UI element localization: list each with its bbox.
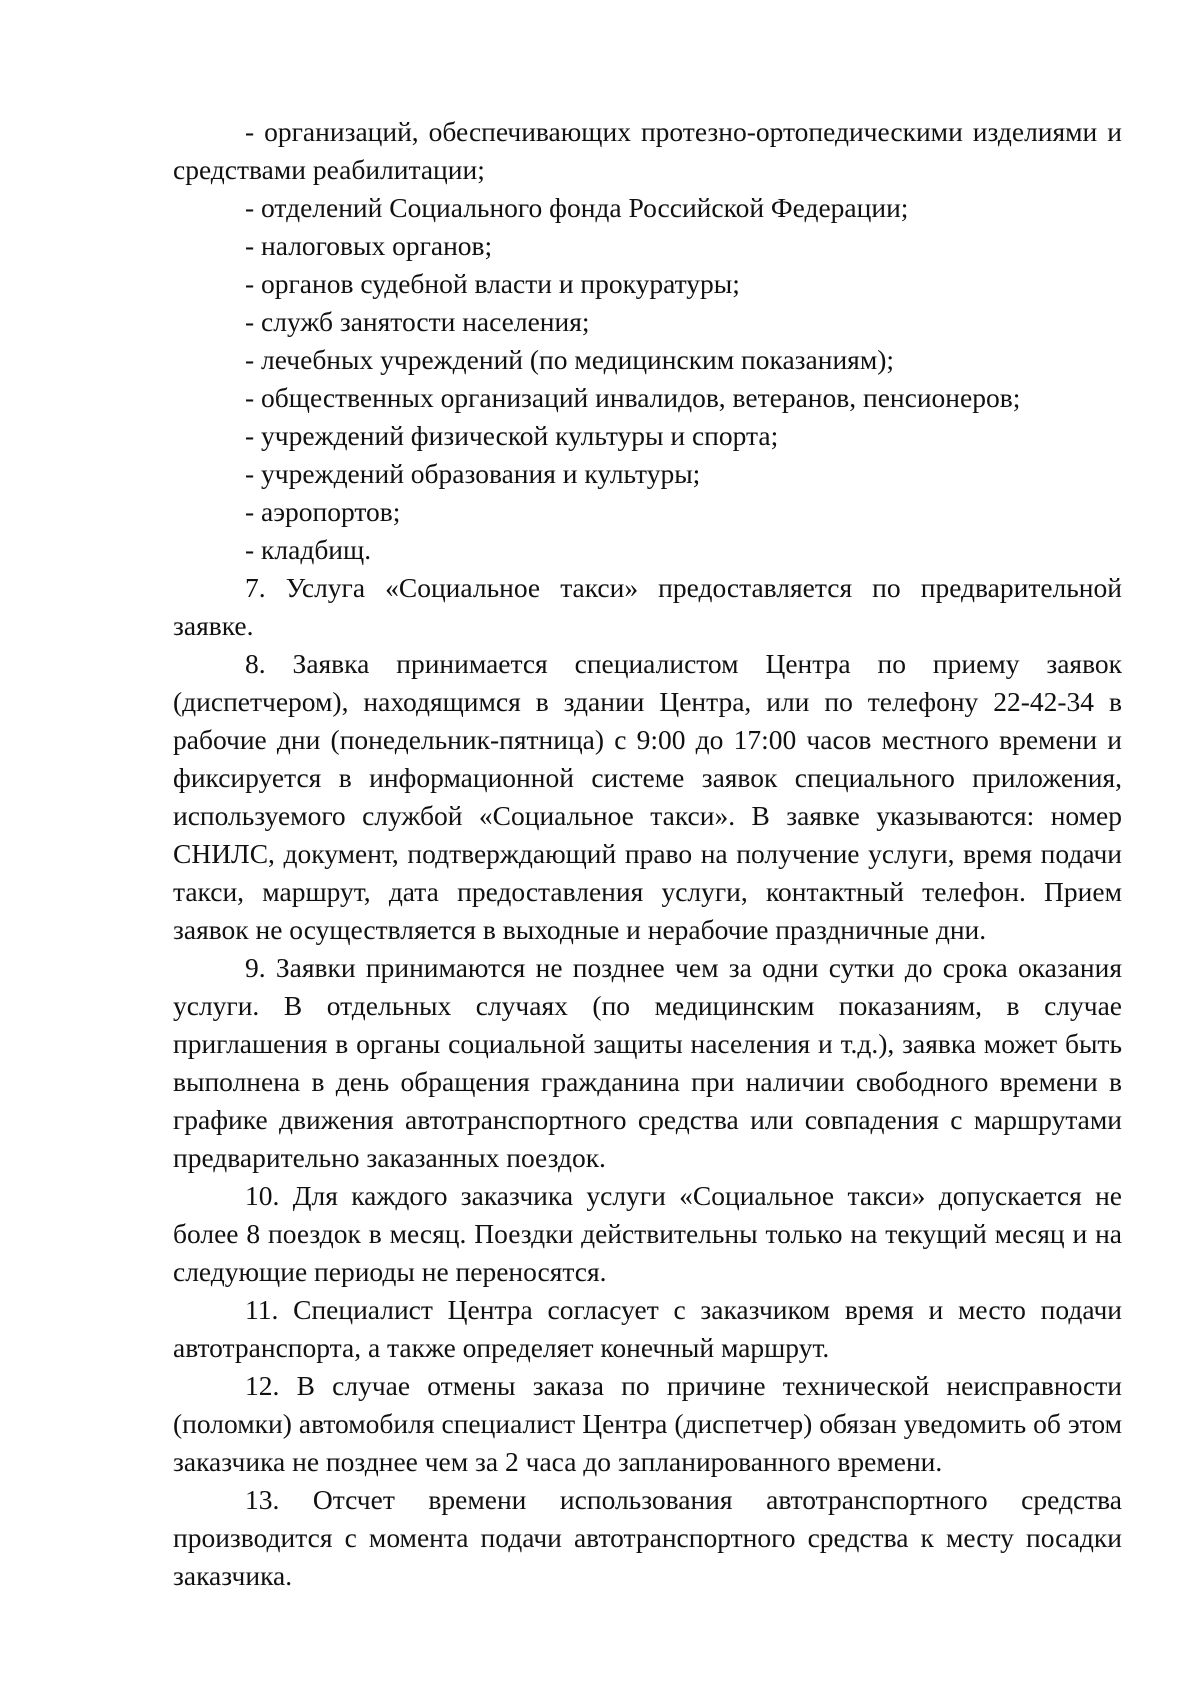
- paragraph-8: 8. Заявка принимается специалистом Центра по приему заявок (диспетчером), находящимся в здании Центра, или по телефону 22-42-34 в рабочие дни (понедельник-пятница) с 9:00 до 17:00 часов местного времени и фиксируется в информационной системе заявок специального приложения, используемого службой «Социальное такси». В заявке указываются: номер СНИЛС, документ, подтверждающий право на получение услуги, время подачи такси, маршрут, дата предоставления услуги, контактный телефон. Прием заявок не осуществляется в выходные и нерабочие праздничные дни.: [173, 648, 1122, 945]
- paragraph-12: 12. В случае отмены заказа по причине технической неисправности (поломки) автомобиля специалист Центра (диспетчер) обязан уведомить об этом заказчика не позднее чем за 2 часа до запланированного времени.: [173, 1370, 1122, 1477]
- list-item: - аэропортов;: [245, 496, 401, 527]
- paragraph-7: 7. Услуга «Социальное такси» предоставляется по предварительной заявке.: [173, 572, 1122, 641]
- paragraph-13: 13. Отсчет времени использования автотранспортного средства производится с момента подачи автотранспортного средства к месту посадки заказчика.: [173, 1484, 1122, 1591]
- list-item: - отделений Социального фонда Российской Федерации;: [245, 192, 909, 223]
- list-item: - органов судебной власти и прокуратуры;: [245, 268, 740, 299]
- list-item: - организаций, обеспечивающих протезно-ортопедическими изделиями и средствами реабилитации;: [173, 116, 1122, 185]
- paragraph-9: 9. Заявки принимаются не позднее чем за одни сутки до срока оказания услуги. В отдельных случаях (по медицинским показаниям, в случае приглашения в органы социальной защиты населения и т.д.), заявка может быть выполнена в день обращения гражданина при наличии свободного времени в графике движения автотранспортного средства или совпадения с маршрутами предварительно заказанных поездок.: [173, 952, 1122, 1173]
- list-item: - общественных организаций инвалидов, ветеранов, пенсионеров;: [245, 382, 1021, 413]
- list-item: - учреждений образования и культуры;: [245, 458, 701, 489]
- list-item: - служб занятости населения;: [245, 306, 590, 337]
- paragraph-11: 11. Специалист Центра согласует с заказчиком время и место подачи автотранспорта, а также определяет конечный маршрут.: [173, 1294, 1122, 1363]
- paragraph-10: 10. Для каждого заказчика услуги «Социальное такси» допускается не более 8 поездок в месяц. Поездки действительны только на текущий месяц и на следующие периоды не переносятся.: [173, 1180, 1122, 1287]
- list-item: - учреждений физической культуры и спорта;: [245, 420, 779, 451]
- list-item: - лечебных учреждений (по медицинским показаниям);: [245, 344, 895, 375]
- list-item: - кладбищ.: [245, 534, 372, 565]
- list-item: - налоговых органов;: [245, 230, 493, 261]
- document-body: [173, 113, 1122, 1595]
